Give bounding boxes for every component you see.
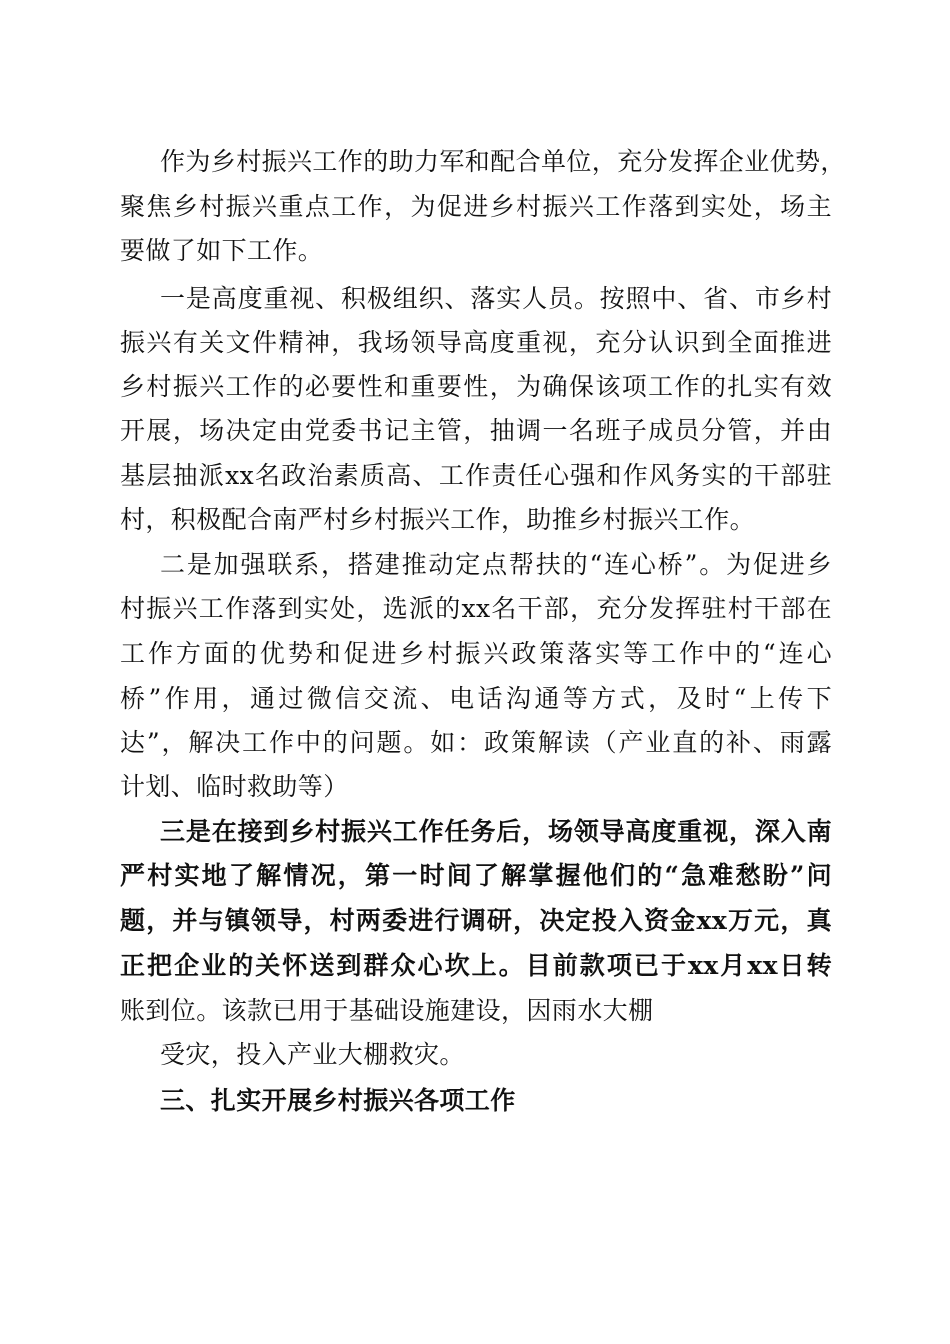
paragraph-one-line-1: 一是高度重视、积极组织、落实人员。按照中、省、市乡村 [160,284,832,313]
paragraph-one-line-6: 村，积极配合南严村乡村振兴工作，助推乡村振兴工作。 [120,505,756,534]
paragraph-two-line-3: 工作方面的优势和促进乡村振兴政策落实等工作中的“连心 [120,639,832,668]
section-heading: 三、扎实开展乡村振兴各项工作 [160,1086,516,1115]
paragraph-three-line-6: 受灾，投入产业大棚救灾。 [160,1040,465,1069]
paragraph-one-line-5: 基层抽派xx名政治素质高、工作责任心强和作风务实的干部驻 [120,461,832,490]
paragraph-intro-line-1: 作为乡村振兴工作的助力军和配合单位，充分发挥企业优势， [160,147,846,176]
paragraph-two-line-2: 村振兴工作落到实处，选派的xx名干部，充分发挥驻村干部在 [120,594,832,623]
paragraph-two-line-1: 二是加强联系，搭建推动定点帮扶的“连心桥”。为促进乡 [160,550,832,579]
paragraph-one-line-2: 振兴有关文件精神，我场领导高度重视，充分认识到全面推进 [120,328,832,357]
paragraph-three-line-3: 题，并与镇领导，村两委进行调研，决定投入资金xx万元，真 [120,906,832,935]
paragraph-two-line-5: 达”，解决工作中的问题。如：政策解读（产业直的补、雨露 [120,728,832,757]
paragraph-two-line-6: 计划、临时救助等） [120,772,349,801]
paragraph-intro-line-2: 聚焦乡村振兴重点工作，为促进乡村振兴工作落到实处，场主 [120,192,832,221]
paragraph-two-line-4: 桥”作用，通过微信交流、电话沟通等方式，及时“上传下 [120,684,832,713]
paragraph-three-line-5: 账到位。该款已用于基础设施建设，因雨水大棚 [120,996,654,1025]
paragraph-three-line-2: 严村实地了解情况，第一时间了解掌握他们的“急难愁盼”问 [120,861,832,890]
paragraph-three-line-1: 三是在接到乡村振兴工作任务后，场领导高度重视，深入南 [160,817,832,846]
paragraph-one-line-3: 乡村振兴工作的必要性和重要性，为确保该项工作的扎实有效 [120,372,832,401]
paragraph-intro-line-3: 要做了如下工作。 [120,236,324,265]
paragraph-three-line-4: 正把企业的关怀送到群众心坎上。目前款项已于xx月xx日转 [120,951,832,980]
paragraph-one-line-4: 开展，场决定由党委书记主管，抽调一名班子成员分管，并由 [120,416,832,445]
